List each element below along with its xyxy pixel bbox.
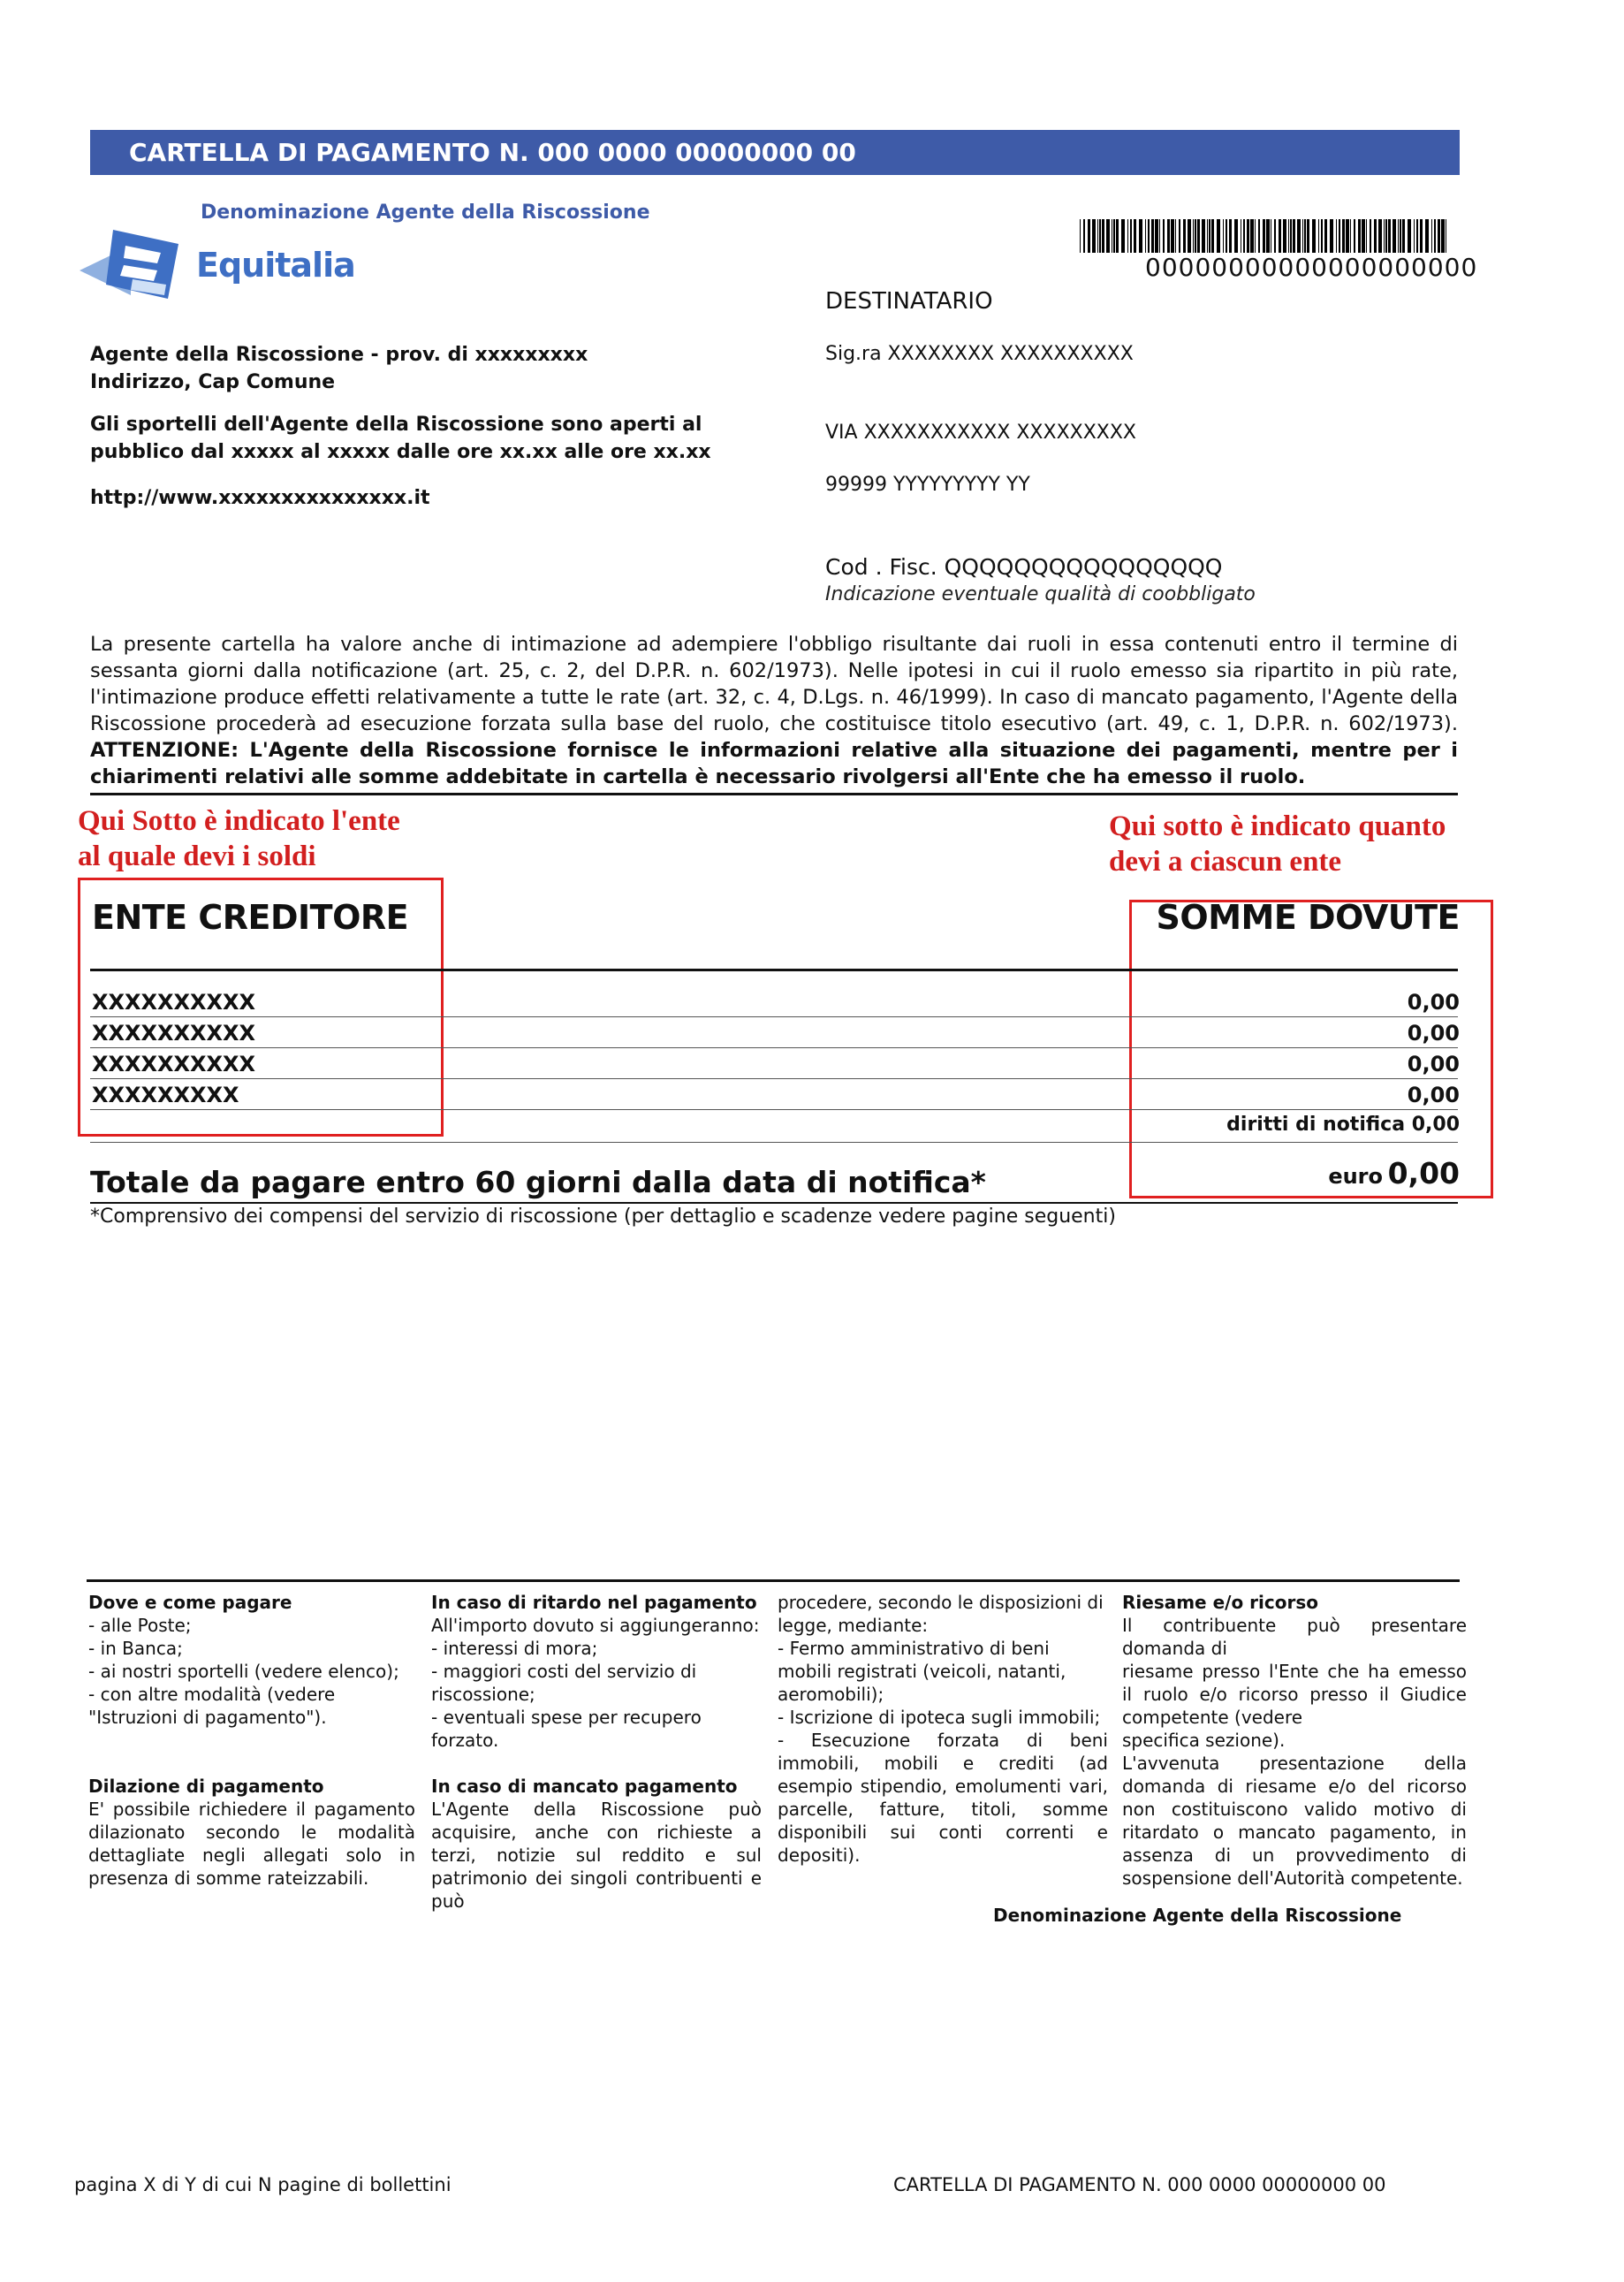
agent-website-link[interactable]: http://www.xxxxxxxxxxxxxxx.it bbox=[90, 487, 430, 509]
review-title: Riesame e/o ricorso bbox=[1122, 1592, 1318, 1613]
agent-province: Agente della Riscossione - prov. di xxxxxxxxx bbox=[90, 344, 588, 366]
agent-signature: Denominazione Agente della Riscossione bbox=[993, 1905, 1402, 1926]
nonpayment-text: L'Agente della Riscossione può acquisire, anche con richieste a terzi, notizie sul reddito e sul patrimonio dei singoli contribuenti e può bbox=[431, 1799, 762, 1912]
installment-title: Dilazione di pagamento bbox=[88, 1776, 324, 1797]
total-label: Totale da pagare entro 60 giorni dalla data di notifica* bbox=[90, 1165, 986, 1199]
barcode-icon bbox=[1080, 219, 1451, 253]
legal-text: La presente cartella ha valore anche di intimazione ad adempiere l'obbligo risultante dai ruoli in essa contenuti entro il termine di sessanta giorni dalla notificazione (art. 25, c. 2, del D.P.R. n. 602/1973). Nelle ipotesi in cui il ruolo emesso sia ripartito in più rate, l'intimazione produce effetti relativamente a tutte le rate (art. 32, c. 4, D.Lgs. n. 46/1999). In caso di mancato pagamento, l'Agente della Riscossione procederà ad esecuzione forzata sulla base del ruolo, che costituisce titolo esecutivo (art. 49, c. 1, D.P.R. n. 602/1973). bbox=[90, 633, 1458, 735]
agent-name-top: Denominazione Agente della Riscossione bbox=[201, 202, 650, 224]
amount-row-4: 0,00 bbox=[1407, 1083, 1460, 1107]
row-divider bbox=[90, 1047, 1458, 1048]
procedures-item: legge, mediante: bbox=[778, 1615, 929, 1636]
procedures-item: - Fermo amministrativo di beni bbox=[778, 1638, 1050, 1659]
info-column-procedures bbox=[778, 1591, 1108, 1867]
review-text: Il contribuente può presentare domanda di bbox=[1122, 1615, 1467, 1659]
delay-item: All'importo dovuto si aggiungeranno: bbox=[431, 1615, 760, 1636]
document-title-bar bbox=[90, 130, 1460, 175]
procedures-text: - Esecuzione forzata di beni immobili, mobili e crediti (ad esempio stipendio, emolumenti vari, parcelle, fatture, titoli, somme disponibili sui conti correnti e depositi). bbox=[778, 1730, 1108, 1866]
legal-notice bbox=[90, 631, 1458, 790]
review-text: specifica sezione). bbox=[1122, 1730, 1286, 1751]
delay-item: - eventuali spese per recupero bbox=[431, 1707, 702, 1728]
amount-row-3: 0,00 bbox=[1407, 1052, 1460, 1076]
annotation-right-line1: Qui sotto è indicato quanto bbox=[1109, 810, 1446, 842]
annotation-left-line1: Qui Sotto è indicato l'ente bbox=[78, 805, 400, 837]
warning-text: L'Agente della Riscossione fornisce le informazioni relative alla situazione dei pagamenti, mentre per i chiarimenti relativi alle somme addebitate in cartella è necessario rivolgersi all'Ente che ha emesso il ruolo. bbox=[90, 739, 1458, 788]
agent-address: Indirizzo, Cap Comune bbox=[90, 371, 336, 393]
delay-item: - interessi di mora; bbox=[431, 1638, 598, 1659]
amount-highlight-box bbox=[1129, 900, 1493, 1198]
notification-fees: diritti di notifica 0,00 bbox=[1226, 1114, 1460, 1136]
where-item: - ai nostri sportelli (vedere elenco); bbox=[88, 1661, 399, 1682]
agent-hours-line2: pubblico dal xxxxx al xxxxx dalle ore xx.xx alle ore xx.xx bbox=[90, 441, 711, 463]
delay-item: riscossione; bbox=[431, 1684, 535, 1705]
info-divider bbox=[87, 1579, 1460, 1582]
annotation-right-line2: devi a ciascun ente bbox=[1109, 846, 1342, 878]
procedures-item: mobili registrati (veicoli, natanti, bbox=[778, 1661, 1066, 1682]
where-to-pay-title: Dove e come pagare bbox=[88, 1592, 292, 1613]
delay-item: - maggiori costi del servizio di bbox=[431, 1661, 697, 1682]
total-amount bbox=[1328, 1156, 1460, 1190]
procedures-item: - Iscrizione di ipoteca sugli immobili; bbox=[778, 1707, 1101, 1728]
recipient-address: VIA XXXXXXXXXXX XXXXXXXXX bbox=[825, 422, 1136, 444]
where-item: "Istruzioni di pagamento"). bbox=[88, 1707, 327, 1728]
creditor-header: ENTE CREDITORE bbox=[92, 898, 409, 937]
creditor-row-2: XXXXXXXXXX bbox=[92, 1021, 256, 1046]
recipient-city: 99999 YYYYYYYYY YY bbox=[825, 474, 1030, 496]
page-footer-right: CARTELLA DI PAGAMENTO N. 000 0000 00000000 00 bbox=[893, 2174, 1386, 2195]
where-item: - con altre modalità (vedere bbox=[88, 1684, 336, 1705]
creditor-row-3: XXXXXXXXXX bbox=[92, 1052, 256, 1076]
review-text: L'avvenuta presentazione della domanda di riesame e/o del ricorso non costituiscono valido motivo di ritardato o mancato pagamento, in assenza di un provvedimento di sospensione dell'Autorità competente. bbox=[1122, 1753, 1467, 1889]
total-value: 0,00 bbox=[1387, 1156, 1460, 1190]
row-divider bbox=[90, 1142, 1458, 1143]
creditor-row-1: XXXXXXXXXX bbox=[92, 990, 256, 1015]
logo-text: Equitalia bbox=[196, 246, 355, 285]
total-divider bbox=[90, 1202, 1458, 1204]
installment-text: E' possibile richiedere il pagamento dilazionato secondo le modalità dettagliate negli allegati solo in presenza di somme rateizzabili. bbox=[88, 1799, 415, 1889]
procedures-item: procedere, secondo le disposizioni di bbox=[778, 1592, 1104, 1613]
info-column-review bbox=[1122, 1591, 1467, 1890]
info-column-payment bbox=[88, 1591, 415, 1890]
nonpayment-title: In caso di mancato pagamento bbox=[431, 1776, 738, 1797]
info-column-delay bbox=[431, 1591, 762, 1913]
delay-item: forzato. bbox=[431, 1730, 499, 1751]
page-footer-left: pagina X di Y di cui N pagine di bollettini bbox=[74, 2174, 452, 2195]
row-divider bbox=[90, 1078, 1458, 1079]
review-text: riesame presso l'Ente che ha emesso il ruolo e/o ricorso presso il Giudice competente (vedere bbox=[1122, 1661, 1467, 1728]
document-title: CARTELLA DI PAGAMENTO N. 000 0000 00000000 00 bbox=[129, 138, 856, 167]
coobligated-note: Indicazione eventuale qualità di coobbligato bbox=[825, 583, 1256, 605]
warning-label: ATTENZIONE: bbox=[90, 739, 239, 762]
creditor-row-4: XXXXXXXXX bbox=[92, 1083, 239, 1107]
barcode-number: 00000000000000000000 bbox=[1145, 253, 1478, 282]
where-item: - in Banca; bbox=[88, 1638, 183, 1659]
where-item: - alle Poste; bbox=[88, 1615, 192, 1636]
row-divider bbox=[90, 1016, 1458, 1017]
recipient-name: Sig.ra XXXXXXXX XXXXXXXXXX bbox=[825, 343, 1134, 365]
agent-hours-line1: Gli sportelli dell'Agente della Riscossione sono aperti al bbox=[90, 414, 702, 436]
row-divider bbox=[90, 1109, 1458, 1110]
table-header-divider bbox=[90, 969, 1458, 971]
total-footnote: *Comprensivo dei compensi del servizio di riscossione (per dettaglio e scadenze vedere pagine seguenti) bbox=[90, 1206, 1116, 1228]
amount-row-2: 0,00 bbox=[1407, 1021, 1460, 1046]
currency-label: euro bbox=[1328, 1164, 1383, 1189]
recipient-label: DESTINATARIO bbox=[825, 288, 993, 315]
divider bbox=[90, 793, 1458, 795]
procedures-item: aeromobili); bbox=[778, 1684, 884, 1705]
amount-row-1: 0,00 bbox=[1407, 990, 1460, 1015]
amount-header: SOMME DOVUTE bbox=[1156, 898, 1460, 937]
recipient-tax-code: Cod . Fisc. QQQQQQQQQQQQQQQQ bbox=[825, 554, 1223, 580]
delay-title: In caso di ritardo nel pagamento bbox=[431, 1592, 757, 1613]
annotation-left-line2: al quale devi i soldi bbox=[78, 841, 316, 872]
